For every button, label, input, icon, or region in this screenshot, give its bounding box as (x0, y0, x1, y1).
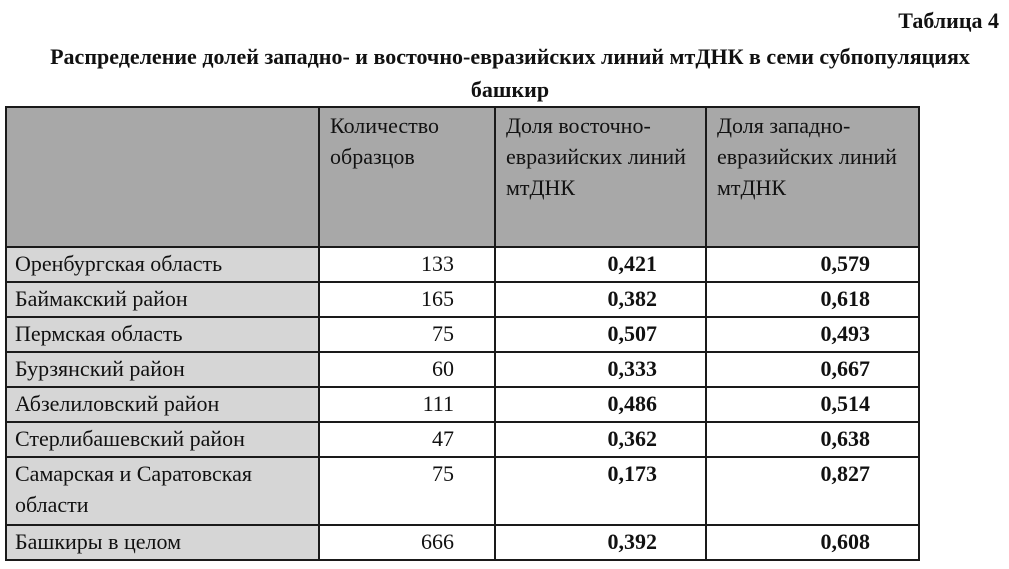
table-row (6, 352, 919, 387)
row-west-share: 0,493 (706, 317, 919, 352)
table-row (6, 387, 919, 422)
table-row (6, 247, 919, 282)
row-count: 111 (319, 387, 495, 422)
table-row (6, 317, 919, 352)
row-name: Башкиры в целом (6, 525, 319, 560)
row-count: 165 (319, 282, 495, 317)
table-caption: Распределение долей западно- и восточно-евразийских линий мтДНК в семи субпопуляциях башкир (50, 44, 970, 102)
row-west-share: 0,608 (706, 525, 919, 560)
row-count: 47 (319, 422, 495, 457)
header-west-share: Доля западно-евразийских линий мтДНК (706, 107, 919, 247)
row-east-share: 0,382 (495, 282, 706, 317)
row-west-share: 0,667 (706, 352, 919, 387)
row-east-share: 0,333 (495, 352, 706, 387)
row-name: Пермская область (6, 317, 319, 352)
row-count: 666 (319, 525, 495, 560)
row-west-share: 0,638 (706, 422, 919, 457)
table-row (6, 422, 919, 457)
row-name: Оренбургская область (6, 247, 319, 282)
row-name: Стерлибашевский район (6, 422, 319, 457)
row-name: Баймакский район (6, 282, 319, 317)
table-row (6, 282, 919, 317)
header-east-share: Доля восточно-евразийских линий мтДНК (495, 107, 706, 247)
row-west-share: 0,579 (706, 247, 919, 282)
row-name: Бурзянский район (6, 352, 319, 387)
row-east-share: 0,173 (495, 457, 706, 525)
row-west-share: 0,827 (706, 457, 919, 525)
row-east-share: 0,421 (495, 247, 706, 282)
row-west-share: 0,514 (706, 387, 919, 422)
row-east-share: 0,362 (495, 422, 706, 457)
row-count: 75 (319, 317, 495, 352)
data-table (5, 106, 920, 561)
table-number-label: Таблица 4 (898, 8, 999, 33)
row-count: 133 (319, 247, 495, 282)
row-count: 75 (319, 457, 495, 525)
table-row (6, 525, 919, 560)
row-east-share: 0,486 (495, 387, 706, 422)
row-east-share: 0,507 (495, 317, 706, 352)
header-corner (6, 107, 319, 247)
header-sample-count: Количество образцов (319, 107, 495, 247)
row-count: 60 (319, 352, 495, 387)
row-east-share: 0,392 (495, 525, 706, 560)
row-name: Самарская и Саратовская области (6, 457, 319, 525)
row-west-share: 0,618 (706, 282, 919, 317)
header-row (6, 107, 919, 247)
table-row (6, 457, 919, 525)
row-name: Абзелиловский район (6, 387, 319, 422)
